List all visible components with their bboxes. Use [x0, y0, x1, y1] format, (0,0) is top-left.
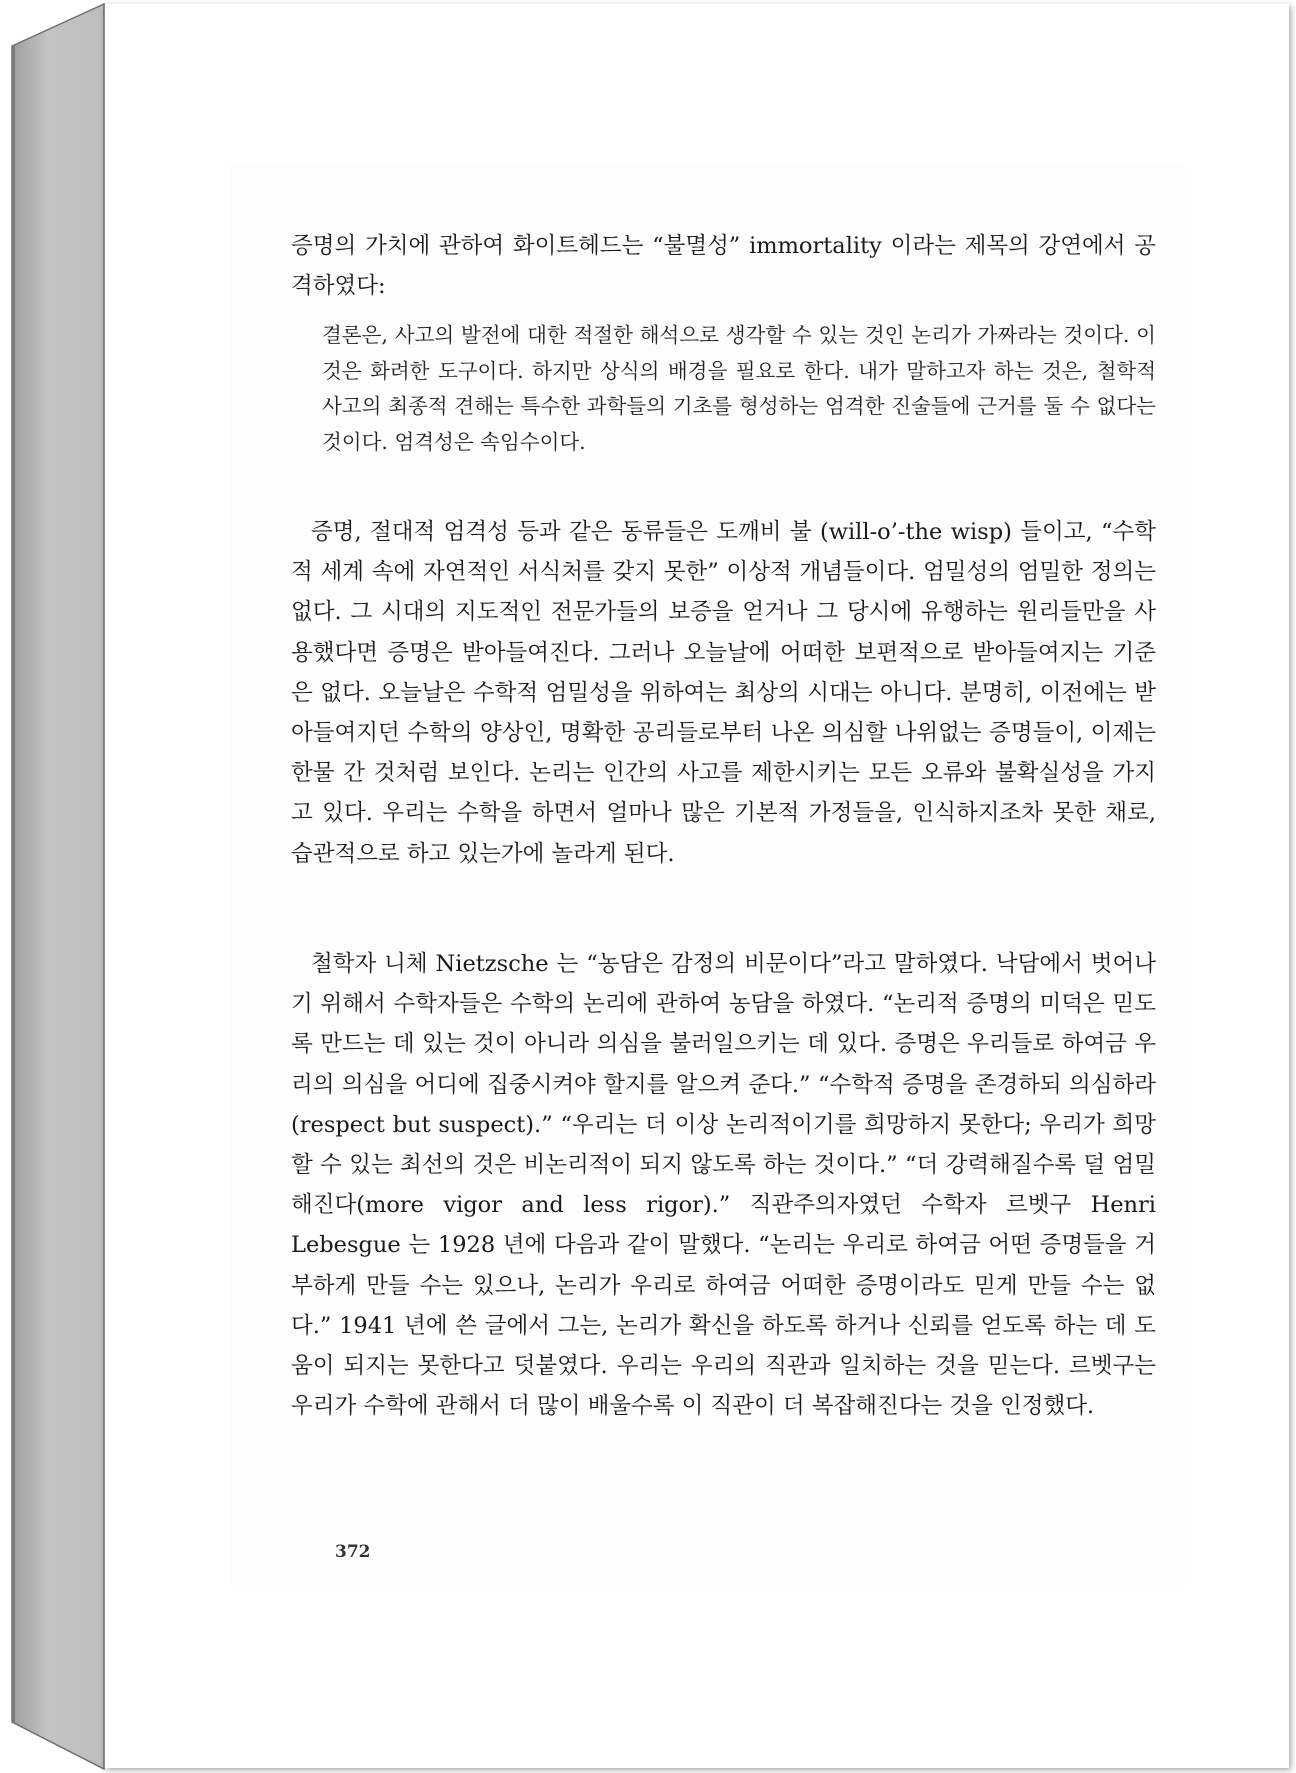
block-quote: 결론은, 사고의 발전에 대한 적절한 해석으로 생각할 수 있는 것인 논리가 가짜라는 것이다. 이것은 화려한 도구이다. 하지만 상식의 배경을 필요로 한다. 내가 말하고자 하는 것은, 철학적 사고의 최종적 견해는 특수한 과학들의 기초를 형성하는 엄격한 진술들에 근거를 둘 수 없다는 것이다. 엄격성은 속임수이다.	[322, 323, 1156, 454]
page-number: 372	[335, 1542, 371, 1562]
body-paragraph-2: 증명, 절대적 엄격성 등과 같은 동류들은 도깨비 불 (will-o’-the wisp) 들이고, “수학적 세계 속에 자연적인 서식처를 갖지 못한” 이상적 개념들이다. 엄밀성의 엄밀한 정의는 없다. 그 시대의 지도적인 전문가들의 보증을 얻거나 그 당시에 유행하는 원리들만을 사용했다면 증명은 받아들여진다. 그러나 오늘날에 어떠한 보편적으로 받아들여지는 기준은 없다. 오늘날은 수학적 엄밀성을 위하여는 최상의 시대는 아니다. 분명히, 이전에는 받아들여지던 수학의 양상인, 명확한 공리들로부터 나온 의심할 나위없는 증명들이, 이제는 한물 간 것처럼 보인다. 논리는 인간의 사고를 제한시키는 모든 오류와 불확실성을 가지고 있다. 우리는 수학을 하면서 얼마나 많은 기본적 가정들을, 인식하지조차 못한 채로, 습관적으로 하고 있는가에 놀라게 된다.	[291, 519, 1156, 867]
body-paragraph-3: 철학자 니체 Nietzsche 는 “농담은 감정의 비문이다”라고 말하였다. 낙담에서 벗어나기 위해서 수학자들은 수학의 논리에 관하여 농담을 하였다. “논리적 증명의 미덕은 믿도록 만드는 데 있는 것이 아니라 의심을 불러일으키는 데 있다. 증명은 우리들로 하여금 우리의 의심을 어디에 집중시켜야 할지를 알으켜 준다.” “수학적 증명을 존경하되 의심하라 (respect but suspect).” “우리는 더 이상 논리적이기를 희망하지 못한다; 우리가 희망할 수 있는 최선의 것은 비논리적이 되지 않도록 하는 것이다.” “더 강력해질수록 덜 엄밀해진다(more vigor and less rigor).” 직관주의자였던 수학자 르벳구 Henri Lebesgue 는 1928 년에 다음과 같이 말했다. “논리는 우리로 하여금 어떤 증명들을 거부하게 만들 수는 있으나, 논리가 우리로 하여금 어떠한 증명이라도 믿게 만들 수는 없다.” 1941 년에 쓴 글에서 그는, 논리가 확신을 하도록 하거나 신뢰를 얻도록 하는 데 도움이 되지는 못한다고 덧붙였다. 우리는 우리의 직관과 일치하는 것을 믿는다. 르벳구는 우리가 수학에 관해서 더 많이 배울수록 이 직관이 더 복잡해진다는 것을 인정했다.	[291, 951, 1156, 1420]
intro-paragraph: 증명의 가치에 관하여 화이트헤드는 “불멸성” immortality 이라는 제목의 강연에서 공격하였다:	[291, 233, 1156, 299]
